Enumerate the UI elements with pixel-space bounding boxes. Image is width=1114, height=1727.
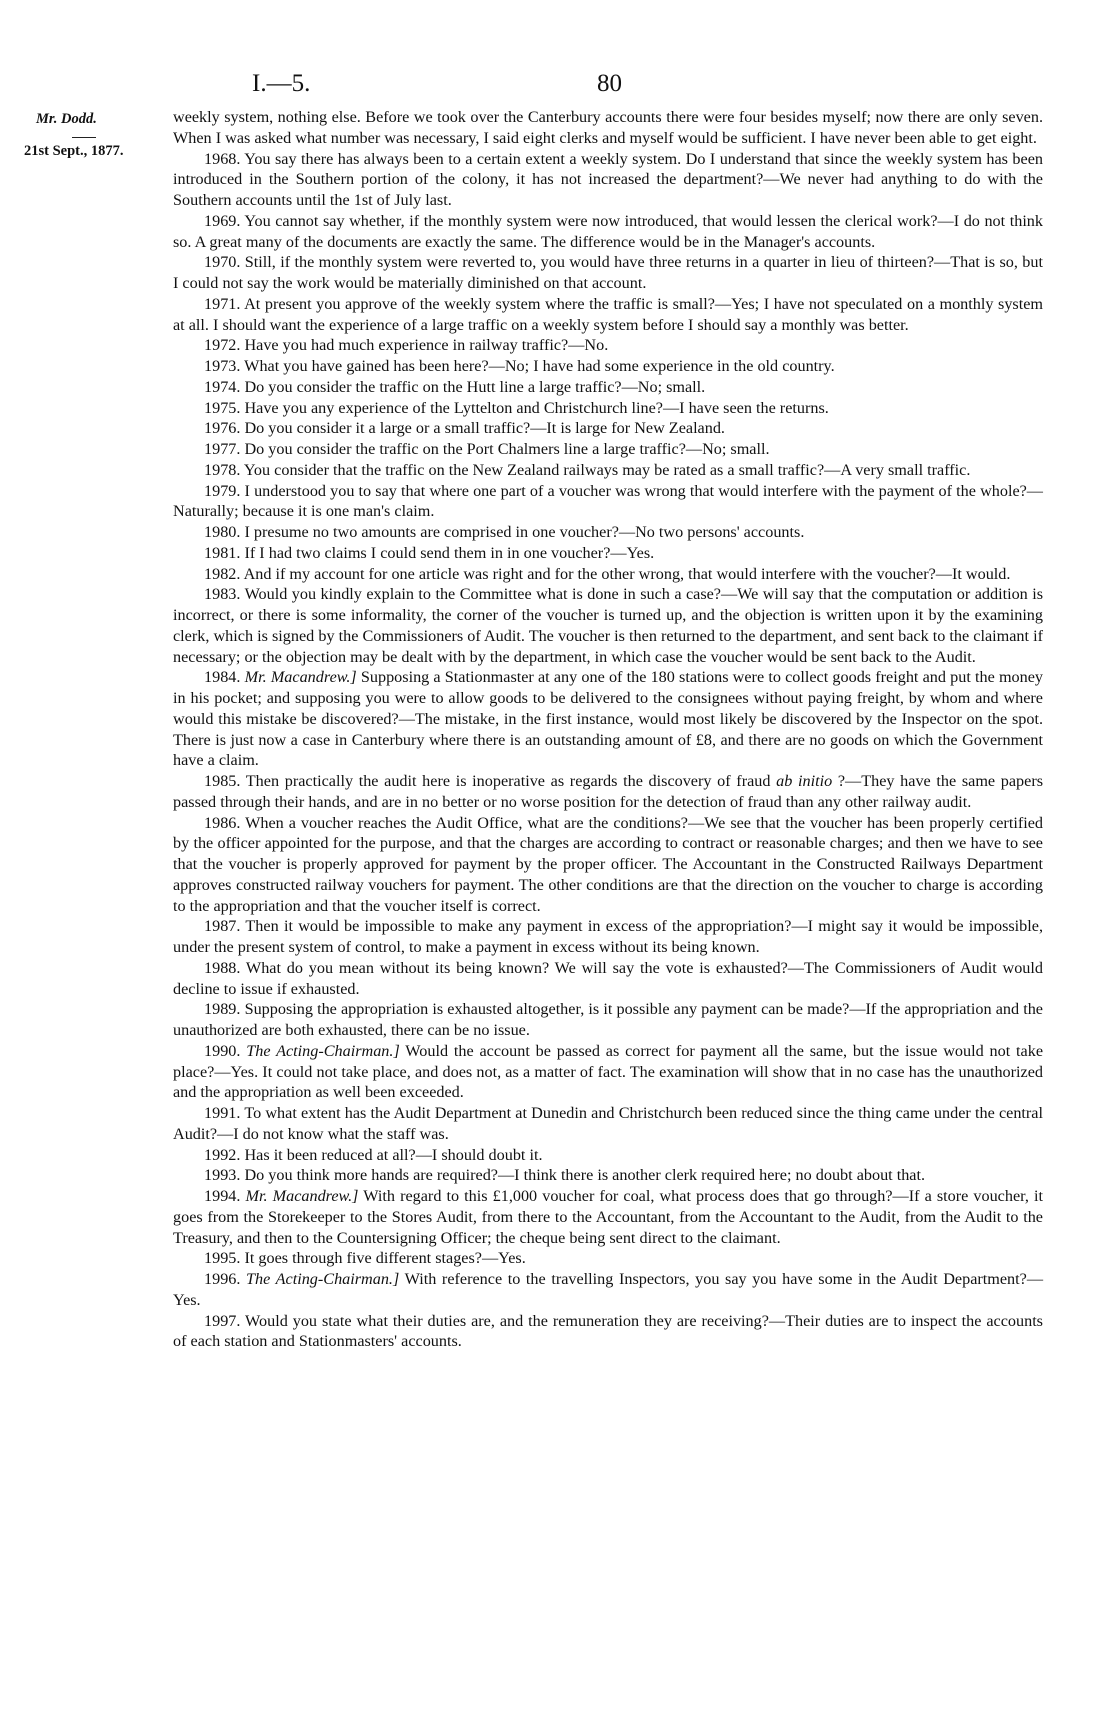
question-1987: 1987. Then it would be impossible to make any payment in excess of the appropriation?—I might say it would be impossible, under the present system of control, to make a payment in excess without its being known. xyxy=(173,917,1043,956)
question-1994 xyxy=(173,1186,1043,1248)
question-1982: 1982. And if my account for one article was right and for the other wrong, that would interfere with the voucher?—It would. xyxy=(204,564,1011,583)
question-1970: 1970. Still, if the monthly system were reverted to, you would have three returns in a quarter in lieu of thirteen?—That is so, but I could not say the work would be materially diminished on that account. xyxy=(173,253,1043,292)
question-number: 1990. xyxy=(204,1041,241,1060)
margin-rule xyxy=(72,137,96,138)
latin-phrase: ab initio xyxy=(776,772,833,790)
question-1991: 1991. To what extent has the Audit Department at Dunedin and Christchurch been reduced since the thing came under the central Audit?—I do not know what the staff was. xyxy=(173,1104,1043,1143)
question-1995: 1995. It goes through five different stages?—Yes. xyxy=(204,1249,526,1268)
question-1971: 1971. At present you approve of the weekly system where the traffic is small?—Yes; I have not speculated on a monthly system at all. I should want the experience of a large traffic on a weekly system before I should say a monthly was better. xyxy=(173,294,1043,334)
question-1988: 1988. What do you mean without its being known? We will say the vote is exhausted?—The Commissioners of Audit would decline to issue if exhausted. xyxy=(173,958,1043,998)
answer-text: ?—They have the same papers passed through their hands, and are in no better or no worse position for the detection of fraud than any other railway audit. xyxy=(173,772,1044,811)
question-1979: 1979. I understood you to say that where one part of a voucher was wrong that would interfere with the payment of the whole?—Naturally; because it is one man's claim. xyxy=(173,481,1043,521)
question-1972: 1972. Have you had much experience in railway traffic?—No. xyxy=(204,336,609,355)
question-1989: 1989. Supposing the appropriation is exhausted altogether, is it possible any payment can be made?—If the appropriation and the unauthorized are both exhausted, there can be no issue. xyxy=(173,1000,1043,1039)
question-1978: 1978. You consider that the traffic on the New Zealand railways may be rated as a small traffic?—A very small traffic. xyxy=(204,460,971,479)
question-number: 1996. xyxy=(204,1270,241,1288)
speaker-name: The Acting-Chairman.] xyxy=(246,1041,400,1060)
speaker-name: Mr. Macandrew.] xyxy=(244,668,357,687)
question-1986: 1986. When a voucher reaches the Audit Office, what are the conditions?—We see that the voucher has been properly certified by the officer appointed for the purpose, and that the charges are according to contract or reasonable charges; and then we have to see that the voucher is properly approved for payment by the proper officer. The Accountant in the Constructed Railways Department approves constructed railway vouchers for payment. The other conditions are that the direction on the voucher to charge is according to the appropriation and that the voucher itself is correct. xyxy=(173,813,1043,915)
paragraph-continuation: weekly system, nothing else. Before we took over the Canterbury accounts there were four besides myself; now there are only seven. When I was asked what number was necessary, I said eight clerks and myself would be sufficient. I have never been able to get eight. xyxy=(173,108,1043,147)
question-1985 xyxy=(173,771,1043,813)
question-1990 xyxy=(173,1041,1043,1103)
question-number: 1984. xyxy=(204,668,241,687)
witness-name: Mr. Dodd. xyxy=(36,111,97,127)
question-1984 xyxy=(173,667,1043,771)
question-1983: 1983. Would you kindly explain to the Committee what is done in such a case?—We will say that the computation or addition is incorrect, or there is some informality, the corner of the voucher is turned up, and the objection is written upon it by the examining clerk, which is signed by the Commissioners of Audit. The voucher is then returned to the department, and sent back to the claimant if necessary; or the objection may be dealt with by the department, in which case the voucher would be sent back to the Audit. xyxy=(173,585,1043,666)
question-text: With regard to this £1,000 voucher for coal, what process does that go through?—If a store voucher, it goes from the Storekeeper to the Stores Audit, from there to the Accountant, from the Accountant to the Audit, from the Audit to the Treasury, and then to the Countersigning Officer; the cheque being sent direct to the claimant. xyxy=(173,1187,1043,1247)
question-text: Supposing a Stationmaster at any one of the 180 stations were to collect goods freight and put the money in his pocket; and supposing you were to allow goods to be delivered to the consignees without paying freight, by whom and where would this mistake be discovered?—The mistake, in the first instance, would most likely be discovered by the Inspector on the spot. There is just now a case in Canterbury where there is an outstanding amount of £8, and there are no goods on which the Government have a claim. xyxy=(173,668,1044,770)
page-number: 80 xyxy=(597,70,622,97)
question-1996 xyxy=(173,1269,1043,1311)
question-text: With reference to the travelling Inspectors, you say you have some in the Audit Department?—Yes. xyxy=(173,1270,1044,1309)
question-1981: 1981. If I had two claims I could send them in in one voucher?—Yes. xyxy=(204,543,655,562)
question-text: Would the account be passed as correct for payment all the same, but the issue would not take place?—Yes. It could not take place, and does not, as a matter of fact. The examination will show that in no case has the unauthorized and the appropriation as well been exceeded. xyxy=(173,1041,1044,1102)
question-1997: 1997. Would you state what their duties are, and the remuneration they are receiving?—Their duties are to inspect the accounts of each station and Stationmasters' accounts. xyxy=(173,1311,1043,1351)
question-1969: 1969. You cannot say whether, if the monthly system were now introduced, that would lessen the clerical work?—I do not think so. A great many of the documents are exactly the same. The difference would be in the Manager's accounts. xyxy=(173,211,1043,251)
question-1976: 1976. Do you consider it a large or a small traffic?—It is large for New Zealand. xyxy=(204,419,725,438)
question-text: 1985. Then practically the audit here is inoperative as regards the discovery of fraud xyxy=(204,772,771,790)
question-1974: 1974. Do you consider the traffic on the Hutt line a large traffic?—No; small. xyxy=(204,377,706,396)
speaker-name: The Acting-Chairman.] xyxy=(246,1270,400,1288)
evidence-date: 21st Sept., 1877. xyxy=(24,143,124,159)
question-1968: 1968. You say there has always been to a certain extent a weekly system. Do I understand that since the weekly system has been introduced in the Southern portion of the colony, it has not increased the department?—We never had anything to do with the Southern accounts until the 1st of July last. xyxy=(173,149,1043,209)
question-1980: 1980. I presume no two amounts are comprised in one voucher?—No two persons' accounts. xyxy=(204,523,805,541)
margin-note xyxy=(24,110,184,161)
question-number: 1994. xyxy=(204,1187,241,1205)
question-1993: 1993. Do you think more hands are required?—I think there is another clerk required here; no doubt about that. xyxy=(204,1166,926,1185)
question-1992: 1992. Has it been reduced at all?—I should doubt it. xyxy=(204,1145,543,1164)
question-1975: 1975. Have you any experience of the Lyttelton and Christchurch line?—I have seen the returns. xyxy=(204,398,829,417)
question-1973: 1973. What you have gained has been here?—No; I have had some experience in the old country. xyxy=(204,357,835,375)
page-reference: I.—5. xyxy=(252,70,311,97)
speaker-name: Mr. Macandrew.] xyxy=(245,1187,359,1205)
evidence-text xyxy=(173,107,1043,1352)
question-1977: 1977. Do you consider the traffic on the Port Chalmers line a large traffic?—No; small. xyxy=(204,440,770,458)
